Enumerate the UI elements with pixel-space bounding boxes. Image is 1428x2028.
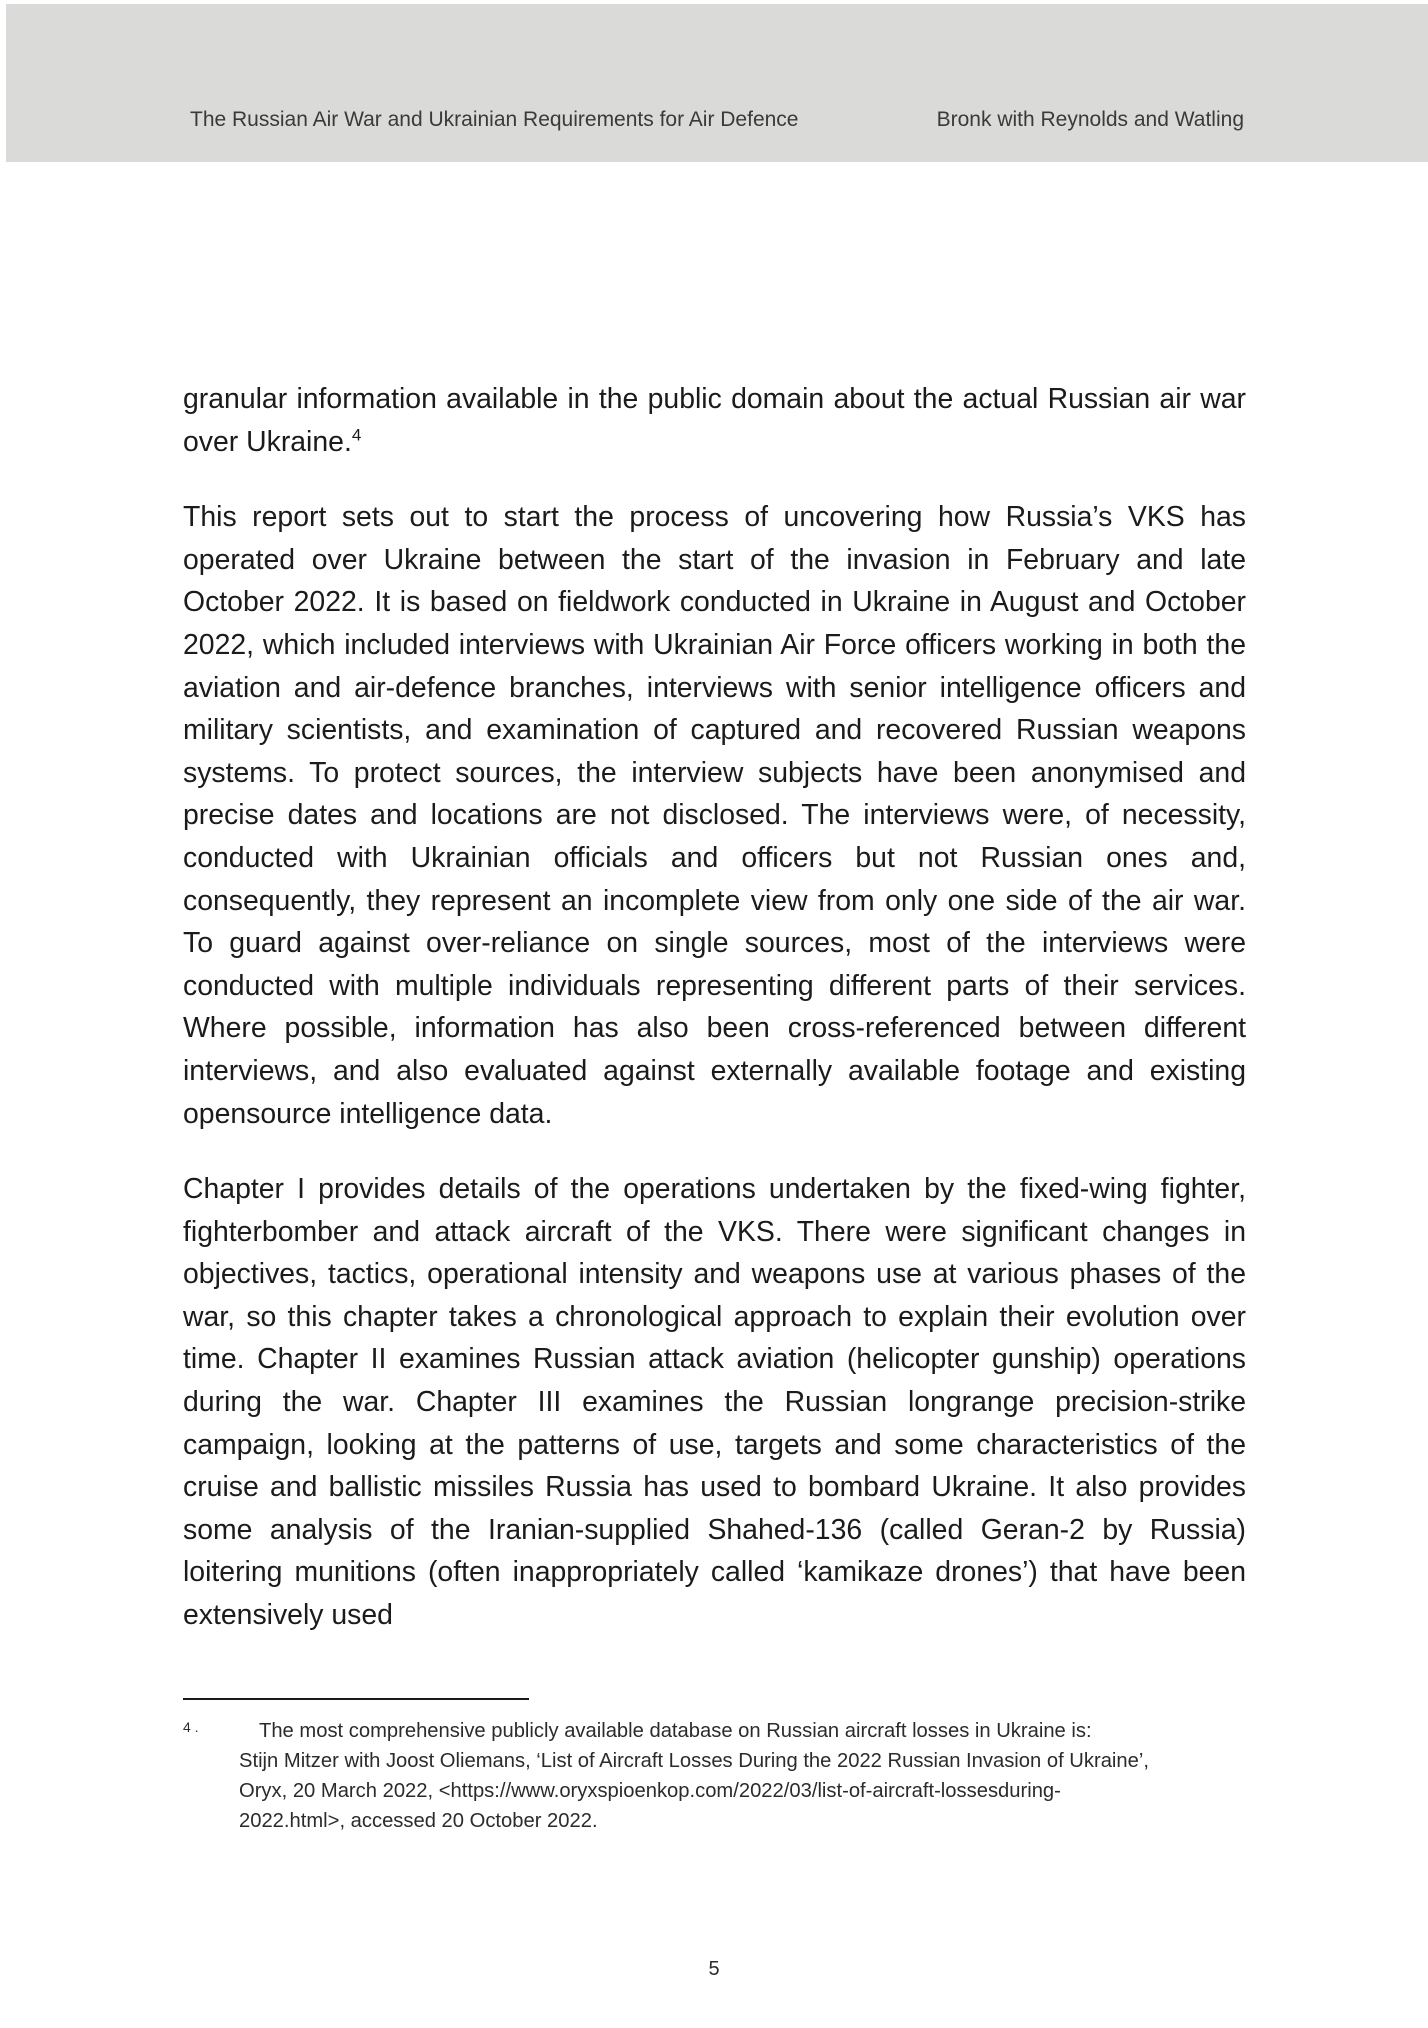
- paragraph-1: [183, 378, 1246, 463]
- paragraph-2: This report sets out to start the process of uncovering how Russia’s VKS has operated over Ukraine between the start of the invasion in February and late October 2022. It is based on fieldwork conducted in Ukraine in August and October 2022, which included interviews with Ukrainian Air Force officers working in both the aviation and air-defence branches, interviews with senior intelligence officers and military scientists, and examination of captured and recovered Russian weapons systems. To protect sources, the interview subjects have been anonymised and precise dates and locations are not disclosed. The interviews were, of necessity, conducted with Ukrainian officials and officers but not Russian ones and, consequently, they represent an incomplete view from only one side of the air war. To guard against over-reliance on single sources, most of the interviews were conducted with multiple individuals representing different parts of their services. Where possible, information has also been cross-referenced between different interviews, and also evaluated against externally available footage and existing opensource intelligence data.: [183, 501, 1246, 1130]
- page-number: 5: [708, 1958, 720, 1980]
- footnote-reference-4[interactable]: 4: [351, 425, 362, 445]
- footnote-line-4: 2022.html>, accessed 20 October 2022.: [239, 1810, 598, 1832]
- footnote-number: 4 .: [183, 1719, 199, 1735]
- paragraph-1-text: granular information available in the public domain about the actual Russian air war over Ukraine.: [183, 383, 1246, 458]
- header-authors: Bronk with Reynolds and Watling: [936, 108, 1244, 131]
- footnote-line-2: Stijn Mitzer with Joost Oliemans, ‘List of Aircraft Losses During the 2022 Russian Invasion of Ukraine’,: [239, 1750, 1149, 1772]
- footnote-line-3-url[interactable]: Oryx, 20 March 2022, <https://www.oryxspioenkop.com/2022/03/list-of-aircraft-lossesduring-: [239, 1780, 1061, 1802]
- paragraph-3: Chapter I provides details of the operations undertaken by the fixed-wing fighter, fighterbomber and attack aircraft of the VKS. There were significant changes in objectives, tactics, operational intensity and weapons use at various phases of the war, so this chapter takes a chronological approach to explain their evolution over time. Chapter II examines Russian attack aviation (helicopter gunship) operations during the war. Chapter III examines the Russian longrange precision-strike campaign, looking at the patterns of use, targets and some characteristics of the cruise and ballistic missiles Russia has used to bombard Ukraine. It also provides some analysis of the Iranian-supplied Shahed-136 (called Geran-2 by Russia) loitering munitions (often inappropriately called ‘kamikaze drones’) that have been extensively used: [183, 1173, 1246, 1632]
- header-report-title: The Russian Air War and Ukrainian Requirements for Air Defence: [190, 108, 799, 131]
- main-body-text: [183, 378, 1246, 1637]
- running-header: [6, 4, 1428, 162]
- footnote-divider: [183, 1698, 529, 1700]
- footnote-citation: [183, 1746, 1246, 1836]
- footnote-4: [183, 1716, 1246, 1836]
- footnote-line-1: The most comprehensive publicly available database on Russian aircraft losses in Ukraine is:: [259, 1720, 1092, 1742]
